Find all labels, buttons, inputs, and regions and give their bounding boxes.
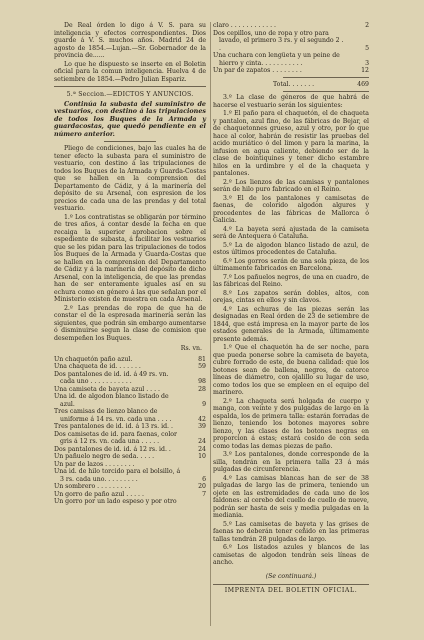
item-description: Un gorro de paño azul . . . . . — [54, 490, 144, 498]
condition-paragraph: 4.º La bayeta será ajustada de la camiseta será de Antequera ó Cataluña. — [213, 225, 369, 240]
condition-paragraph: 4.º Las echuras de las piezas serán las designadas en Real órden de 23 de setiembre de 1844, que está impresa en la mayor parte de los estados generales de la Armada, últimamente presente además. — [213, 305, 369, 343]
left-column — [54, 22, 206, 506]
item-description: Una id. de algodon blanco listado de azul. — [54, 393, 169, 408]
item-price: 7 — [202, 490, 206, 498]
item-description: claro . . . . . . . . . . . . — [213, 22, 277, 29]
intro-paragraph-2: Lo que he dispuesto se inserte en el Boletin oficial para la comun inteligencia. Huelva 4 de setiembre de 1854.—Pedro Julian Espariz. — [54, 60, 206, 83]
price-item — [213, 22, 369, 30]
price-item — [54, 431, 206, 446]
condition-paragraph: 7.º Los pañuelos negros, de una en cuadro, de las fábricas del Reino. — [213, 273, 369, 288]
item-description: Dos pantalones de id. id. á 12 rs. id. . — [54, 445, 171, 453]
price-item — [54, 386, 206, 394]
item-description: Dos pantalones de id. id. á 49 rs. vn. cada uno . . . . . . . . . . . — [54, 370, 169, 386]
condition-paragraph: 5.º Las camisetas de bayeta y las grises de faenas no deberán tener ceñido en las primeras tallas tendrán 28 pulgadas de largo. — [213, 520, 369, 543]
conditions-text — [213, 94, 369, 567]
item-price: 9 — [202, 400, 206, 408]
printer-imprint: IMPRENTA DEL BOLETIN OFICIAL. — [213, 584, 369, 595]
price-item — [213, 52, 369, 67]
price-item — [54, 468, 206, 483]
item-price: 81 — [198, 355, 206, 363]
price-item — [54, 483, 206, 491]
price-item — [54, 408, 206, 423]
item-description: Una cuchara con lengüeta y un peine de hierro y cinta. . . . . . . . . . . — [213, 52, 340, 67]
item-price: 6 — [202, 475, 206, 483]
price-item — [54, 423, 206, 431]
item-description: Dos camisetas de id. para faenas, color gris á 12 rs. vn. cada una . . . . . — [54, 430, 177, 446]
condition-paragraph: 6.º Los listados azules y blancos de las camisetas de algodon tendrán seis líneas de ancho. — [213, 544, 369, 566]
item-description: Un par de zapatos . . . . . . . . — [213, 67, 302, 74]
item-price: 3 — [365, 59, 369, 67]
clothing-price-list-continued — [213, 22, 369, 75]
item-price: 28 — [198, 385, 206, 393]
item-price: 5 — [365, 44, 369, 52]
auction-heading: Continúa la subasta del suministro de vestuarios, con destino á las tripulaciones de todos los Buques de la Armada y guardacostas, que quedó pendiente en el número anterior. — [54, 99, 206, 138]
item-price: 10 — [198, 453, 206, 461]
item-price: 42 — [198, 415, 206, 423]
price-unit-label: Rs. vn. — [180, 345, 202, 353]
condition-paragraph: 1.º Que el chaquetón ha de ser noche, para que pueda ponerse sobre la camiseta de bayeta, cubre forrado de este, de buena calidad: que los botones sean de ballena, negros, de catorce líneas de diámetro, con ojalillo su lugar de uso, como todos los que se empleen en el equipo del marinero. — [213, 344, 369, 396]
price-item — [213, 30, 369, 53]
item-description: Un chaquetón paño azul. — [54, 355, 133, 363]
body-paragraph-2: 1.º Los contratistas se obligarán por término de tres años, á contar desde la fecha en que recaiga la superior aprobacion sobre el espediente de subasta, á facilitar los vestuarios que se les pidan para las tripulaciones de todos los Buques de la Armada y Guarda-Costas que se hallen en la comprension del Departamento de Cádiz y á la marinería del depósito de dicho Arsenal, con la inteligencia, de que las prendas han de ser enteramente iguales así en su echura como en género á las que señalan por el Ministerio existen de muestra en cada Arsenal. — [54, 213, 206, 304]
item-price: 24 — [198, 445, 206, 453]
item-price: 59 — [198, 363, 206, 371]
item-description: Tres camisas de lienzo blanco de uniforme á 14 rs. vn. cada una . . . . — [54, 408, 172, 423]
price-item — [54, 356, 206, 364]
price-item — [54, 371, 206, 386]
divider — [54, 86, 206, 87]
continued-note: (Se continuará.) — [265, 572, 317, 580]
price-item — [54, 461, 206, 469]
condition-paragraph: 8.º Los zapatos serán dobles, altos, con orejas, cintas en ellos y sin clavos. — [213, 289, 369, 304]
item-description: Dos cepillos, uno de ropa y otro para lavado, el primero 3 rs. y el segundo 2 . . — [213, 29, 344, 52]
intro-paragraph-1: De Real órden lo digo á V. S. para su inteligencia y efectos correspondientes. Dios guarde á V. S. muchos años. Madrid 24 de agosto de 1854.—Lujan.—Sr. Gobernador de la provincia de...... — [54, 22, 206, 59]
item-description: Un gorro por un lado espeso y por otro — [54, 498, 177, 506]
price-item — [54, 446, 206, 454]
condition-paragraph: 3.º Los pantalones, donde corresponde de la silla, tendrán en la primera talla 23 á más pulgadas de circunferencia. — [213, 451, 369, 473]
condition-paragraph: 5.º La de algodon blanco listado de azul, de estos últimos procedentes de Cataluña. — [213, 241, 369, 256]
divider — [283, 77, 369, 78]
price-item — [54, 393, 206, 408]
price-item — [54, 363, 206, 371]
column-rule — [210, 22, 211, 626]
condition-paragraph: 2.º Los lienzos de las camisas y pantalones serán de hilo puro fabricado en el Reino. — [213, 178, 369, 193]
item-price: 12 — [361, 67, 369, 74]
price-item — [54, 491, 206, 499]
clothing-price-list — [54, 356, 206, 506]
condition-paragraph: 6.º Los gorros serán de una sola pieza, de los últimamente fabricados en Barcelona. — [213, 257, 369, 272]
item-description: Un pañuelo negro de seda. . . . . — [54, 453, 155, 461]
condition-paragraph: 1.º El paño para el chaquetón, el de chaqueta y pantalon, azul fino, de las fábricas de Bejar, el de chaquetonnes grueso, azul y otro, por lo que hace al color, habrán de resistir las pruebas del acido muriático ó del limon y para la marina, la infusion en agua caliente, debiendo ser de la clase de bointiquines y tener dicho estambre hilos en la urdimbre y el de la chaqueta y pantalones. — [213, 110, 369, 177]
item-description: Un par de lazos . . . . . . . . — [54, 460, 135, 468]
item-price: 98 — [198, 378, 206, 386]
item-description: Tres pantalones de id. id. á 13 rs. id. . — [54, 423, 173, 431]
body-paragraph-1: Pliego de condiciones, bajo las cuales ha de tener efecto la subasta para el suministro de vestuario, con destino á las tripulaciones de todos los Buques de la Armada y Guarda-Costas que se hallen en la comprension del Departamento de Cádiz, y á la marinería del depósito de su Arsenal, con espresion de los precios de cada una de las prendas y del total vestuario. — [54, 145, 206, 213]
item-price: 24 — [198, 438, 206, 446]
divider — [283, 91, 369, 92]
body-paragraph-3: 2.º Las prendas de ropa de que ha de constar el de la espresada marinería serán las siguientes, que podrán sin embargo aumentarse ó disminuirse segun la clase de comision que desempeñen los Buques. — [54, 304, 206, 342]
price-item — [54, 453, 206, 461]
total-label: Total. . . . . . . — [273, 80, 315, 88]
item-description: Un sombrero . . . . . . . . . — [54, 483, 131, 491]
condition-paragraph: 4.º Las camisas blancas han de ser de 38 pulgadas de largo las de primera, teniendo un ojete en las estremidades de cada uno de los faldones: al cerebo del cuello de cuello de nueve, podrán ser hasta de seis y media pulgadas en la mediania. — [213, 474, 369, 519]
item-description: Una id. de hilo torcido para el bolsillo, á 3 rs. cada uno. . . . . . . . . — [54, 468, 181, 483]
condition-paragraph: 2.º La chaqueta será holgada de cuerpo y manga, con veinte y dos pulgadas de largo en la espalda, los de primera talla: estarán forradas de lienzo, teniendo los botones mayores sobre lienzo, y las clases de los botones negras en proporcion á estas; estará cosido de con seda como todas las demas piezas de paño. — [213, 397, 369, 450]
item-price: 2 — [365, 22, 369, 29]
item-description: Una chaqueta de id. . . . . . . — [54, 363, 141, 371]
right-column — [213, 22, 369, 596]
item-price: 20 — [198, 483, 206, 491]
total-row — [213, 81, 369, 89]
condition-paragraph: 3.º La clase de géneros de que habrá de hacerse el vestuario serán los siguientes: — [213, 94, 369, 109]
item-description: Una camiseta de bayeta azul . . . . — [54, 385, 161, 393]
section-heading: 5.ª Seccion.—EDICTOS Y ANUNCIOS. — [66, 91, 194, 98]
price-item — [213, 67, 369, 75]
condition-paragraph: 3.º El de los pantalones y camisetas de faenas, de colorido algodon algures y procedentes de las fábricas de Mallorca ó Galicia. — [213, 194, 369, 224]
price-item — [54, 498, 206, 506]
total-value: 469 — [357, 80, 369, 88]
item-price: 39 — [198, 423, 206, 431]
divider — [104, 141, 156, 142]
